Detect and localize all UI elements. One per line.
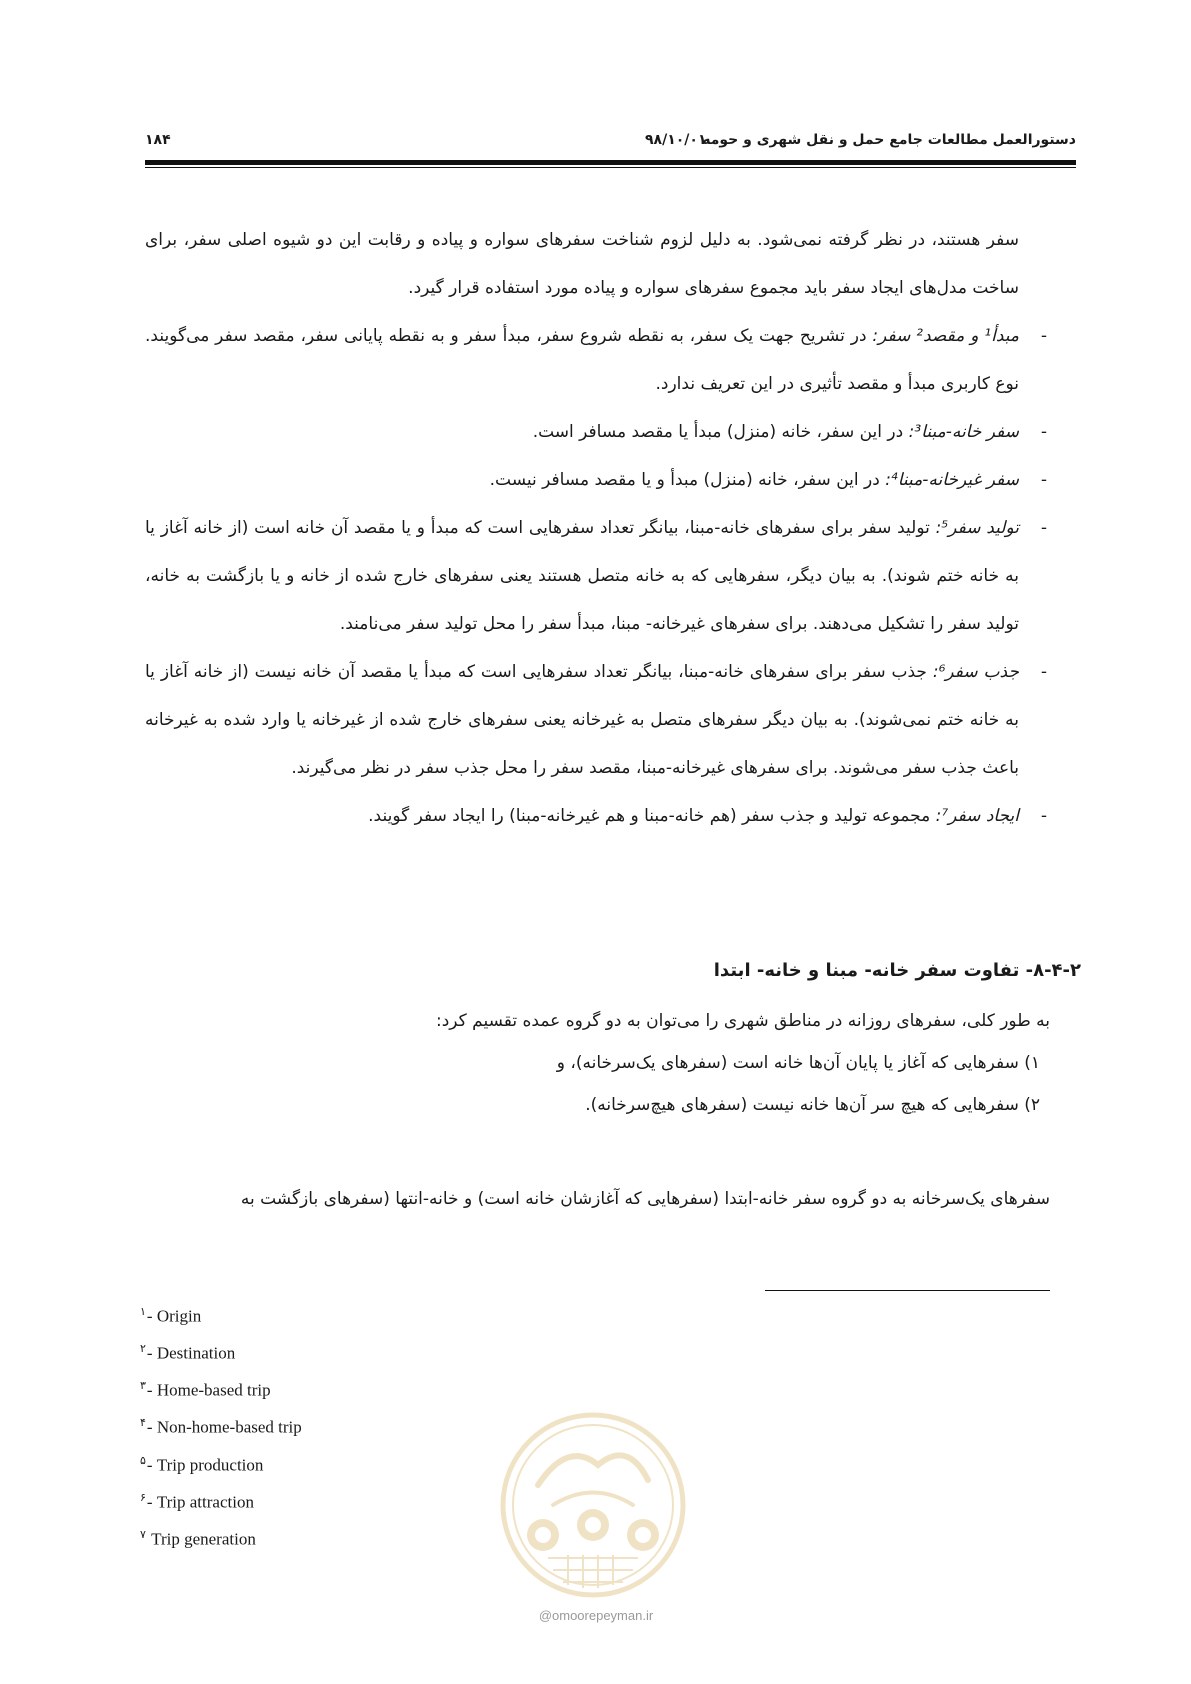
footnote <box>140 1370 540 1407</box>
bullet-dash: - <box>1040 326 1048 346</box>
definition-item <box>145 792 1048 840</box>
footnote-text: - Home-based trip <box>146 1380 271 1400</box>
header-date: ۹۸/۱۰/۰۱ <box>645 132 707 148</box>
section-intro: به طور کلی، سفرهای روزانه در مناطق شهری را می‌توان به دو گروه عمده تقسیم کرد: <box>435 1011 1050 1031</box>
bullet-dash: - <box>1040 470 1048 490</box>
bullet-dash: - <box>1040 422 1048 442</box>
numbered-item: ۲) سفرهایی که هیچ سر آن‌ها خانه نیست (سفرهای هیچ‌سرخانه). <box>585 1095 1040 1115</box>
definition-item <box>145 312 1048 408</box>
footnote-text: - Destination <box>146 1343 236 1363</box>
definition-term: مبدأ¹ و مقصد² سفر: <box>872 326 1019 346</box>
footnote <box>140 1482 540 1519</box>
section-body <box>145 1000 1050 1126</box>
footnote <box>140 1296 540 1333</box>
header-title: دستورالعمل مطالعات جامع حمل و نقل شهری و حومه <box>702 132 1076 148</box>
footnote-number: ۴ <box>140 1417 146 1430</box>
header-rule-thick <box>145 160 1076 165</box>
definition-item <box>145 504 1048 648</box>
page-number: ۱۸۴ <box>145 132 171 148</box>
header-rule-thin <box>145 167 1076 168</box>
footnote <box>140 1333 540 1370</box>
numbered-item: ۱) سفرهایی که آغاز یا پایان آن‌ها خانه است (سفرهای یک‌سرخانه)، و <box>556 1053 1040 1073</box>
definition-text: در این سفر، خانه (منزل) مبدأ و یا مقصد مسافر نیست. <box>489 470 886 490</box>
definition-term: جذب سفر⁶: <box>932 662 1019 682</box>
section-heading: ۸-۴-۲- تفاوت سفر خانه- مبنا و خانه- ابتدا <box>713 960 1081 981</box>
footnote-number: ۱ <box>140 1306 146 1318</box>
definition-item <box>145 456 1048 504</box>
definition-item <box>145 648 1048 792</box>
footnote-text: Trip generation <box>146 1529 256 1549</box>
definition-text: تولید سفر برای سفرهای خانه-مبنا، بیانگر تعداد سفرهایی است که مبدأ و یا مقصد آن خانه است (از خانه آغاز یا به خانه ختم شوند). به بیان دیگر، سفرهایی که به خانه متصل هستند یعنی سفرهای خارج شده از خانه و یا بازگشت به خانه، تولید سفر را تشکیل می‌دهند. برای سفرهای غیرخانه- مبنا، مبدأ سفر را محل تولید سفر می‌نامند. <box>145 518 1019 634</box>
definition-term: سفر غیرخانه-مبنا⁴: <box>885 470 1019 490</box>
footnote-number: ۷ <box>140 1528 146 1541</box>
continuation-paragraph: سفرهای یک‌سرخانه به دو گروه سفر خانه-ابتدا (سفرهایی که آغازشان خانه است) و خانه-انتها (سفرهای بازگشت به <box>240 1189 1050 1209</box>
footnote-number: ۶ <box>140 1491 146 1504</box>
bullet-dash: - <box>1040 806 1048 826</box>
footnote-text: - Trip attraction <box>146 1492 254 1512</box>
footnote-number: ۲ <box>140 1343 146 1356</box>
definition-text: در تشریح جهت یک سفر، به نقطه شروع سفر، مبدأ سفر و به نقطه پایانی سفر، مقصد سفر می‌گویند. نوع کاربری مبدأ و مقصد تأثیری در این تعریف ندارد. <box>145 326 1019 394</box>
footnote <box>140 1407 540 1444</box>
footnote-number: ۳ <box>140 1380 146 1393</box>
bullet-dash: - <box>1040 518 1048 538</box>
bullet-dash: - <box>1040 662 1048 682</box>
intro-paragraph: سفر هستند، در نظر گرفته نمی‌شود. به دلیل لزوم شناخت سفرهای سواره و پیاده و رقابت این دو شیوه اصلی سفر، برای ساخت مدل‌های ایجاد سفر باید مجموع سفرهای سواره و پیاده مورد استفاده قرار گیرد. <box>145 230 1019 298</box>
definition-term: تولید سفر⁵: <box>935 518 1019 538</box>
page-header <box>145 128 1076 158</box>
definition-text: مجموعه تولید و جذب سفر (هم خانه-مبنا و هم غیرخانه-مبنا) را ایجاد سفر گویند. <box>368 806 936 826</box>
footnote-text: - Non-home-based trip <box>146 1418 302 1438</box>
main-body <box>145 216 1048 840</box>
seal-logo-icon <box>498 1410 688 1600</box>
footnote-text: - Trip production <box>146 1455 264 1475</box>
definition-term: ایجاد سفر⁷: <box>935 806 1019 826</box>
footnote <box>140 1445 540 1482</box>
definition-item <box>145 408 1048 456</box>
definition-text: جذب سفر برای سفرهای خانه-مبنا، بیانگر تعداد سفرهایی است که مبدأ یا مقصد آن خانه نیست (از خانه آغاز یا به خانه ختم نمی‌شوند). به بیان دیگر سفرهای متصل به غیرخانه یعنی سفرهای خارج شده از غیرخانه یا وارد شده به غیرخانه باعث جذب سفر می‌شوند. برای سفرهای غیرخانه-مبنا، مقصد سفر را محل جذب سفر در نظر می‌گیرند. <box>145 662 1019 778</box>
footnote-number: ۵ <box>140 1454 146 1467</box>
definition-term: سفر خانه-مبنا³: <box>908 422 1019 442</box>
footnote-text: - Origin <box>146 1306 202 1326</box>
footnote-rule <box>765 1290 1050 1291</box>
footnotes <box>140 1296 540 1556</box>
footnote <box>140 1519 540 1556</box>
definition-text: در این سفر، خانه (منزل) مبدأ یا مقصد مسافر است. <box>532 422 909 442</box>
watermark-text: @omoorepeyman.ir <box>538 1608 654 1623</box>
